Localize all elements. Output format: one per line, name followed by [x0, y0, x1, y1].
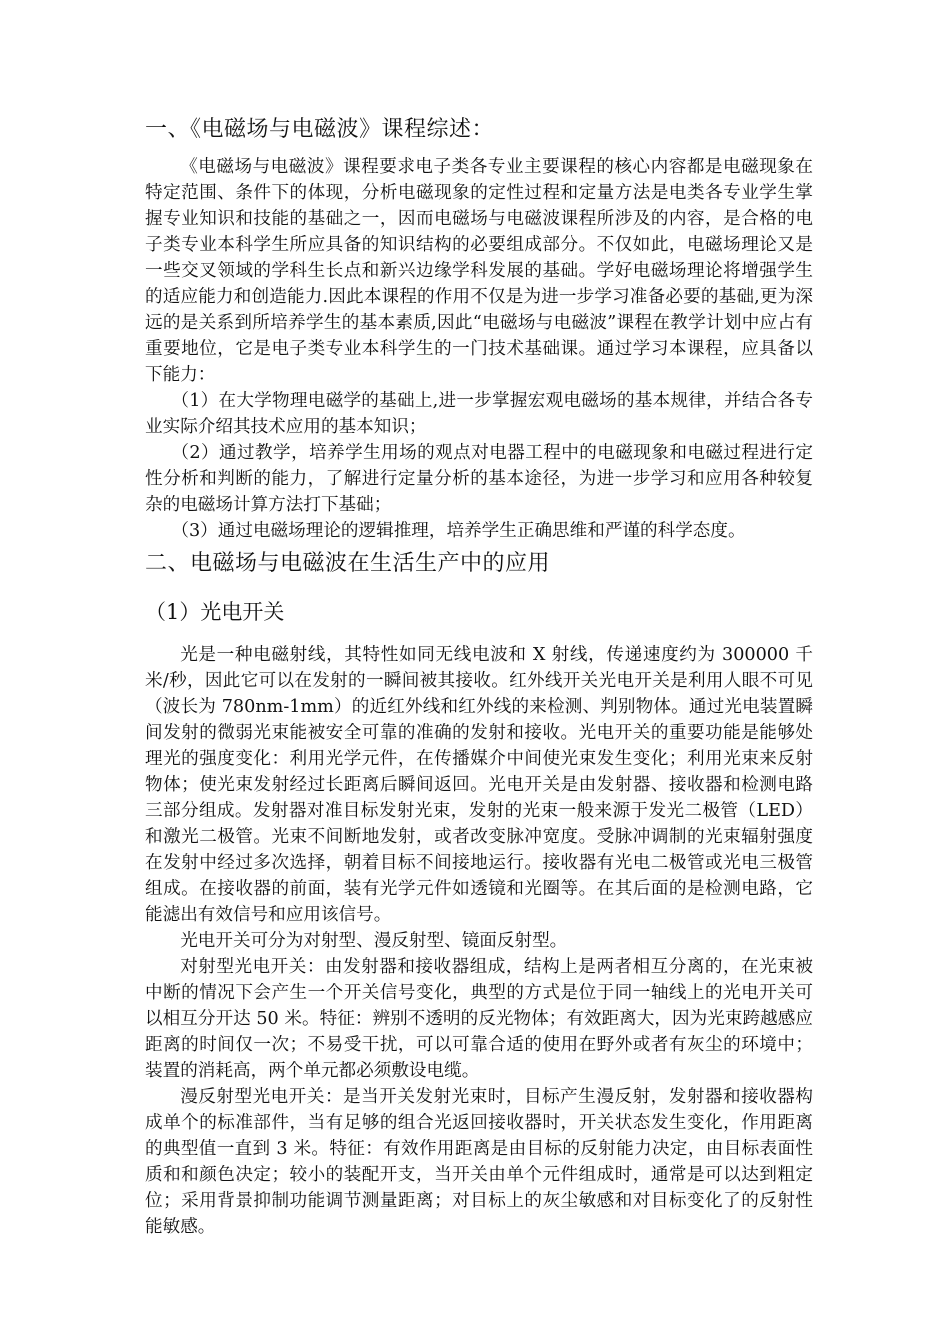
- ability-item-3: （3）通过电磁场理论的逻辑推理，培养学生正确思维和严谨的科学态度。: [171, 521, 746, 541]
- ability-item-1: （1）在大学物理电磁学的基础上,进一步掌握宏观电磁场的基本规律，并结合各专业实际介绍其技术应用的基本知识；: [145, 391, 813, 437]
- subsection-heading: （1）光电开关: [145, 600, 285, 624]
- section2-heading: 二、电磁场与电磁波在生活生产中的应用: [145, 551, 551, 576]
- diffuse-reflective-paragraph: 漫反射型光电开关：是当开关发射光束时，目标产生漫反射，发射器和接收器构成单个的标准部件，当有足够的组合光返回接收器时，开关状态发生变化，作用距离的典型值一直到 3 米。特征：有效作用距离是由目标的反射能力决定，由目标表面性质和和颜色决定；较小的装配开支，当开关由单个元件组成时，通常是可以达到粗定位；采用背景抑制功能调节测量距离；对目标上的灰尘敏感和对目标变化了的反射性能敏感。: [145, 1087, 813, 1237]
- through-beam-paragraph: 对射型光电开关：由发射器和接收器组成，结构上是两者相互分离的，在光束被中断的情况下会产生一个开关信号变化，典型的方式是位于同一轴线上的光电开关可以相互分开达 50 米。特征：辨别不透明的反光物体；有效距离大，因为光束跨越感应距离的时间仅一次；不易受干扰，可以可靠合适的使用在野外或者有灰尘的环境中；装置的消耗高，两个单元都必须敷设电缆。: [145, 957, 813, 1081]
- ability-item-2: （2）通过教学，培养学生用场的观点对电器工程中的电磁现象和电磁过程进行定性分析和判断的能力，了解进行定量分析的基本途径，为进一步学习和应用各种较复杂的电磁场计算方法打下基础；: [145, 443, 813, 515]
- section1-intro-paragraph: 《电磁场与电磁波》课程要求电子类各专业主要课程的核心内容都是电磁现象在特定范围、条件下的体现，分析电磁现象的定性过程和定量方法是电类各专业学生掌握专业知识和技能的基础之一，因而电磁场与电磁波课程所涉及的内容，是合格的电子类专业本科学生所应具备的知识结构的必要组成部分。不仅如此，电磁场理论又是一些交叉领域的学科生长点和新兴边缘学科发展的基础。学好电磁场理论将增强学生的适应能力和创造能力.因此本课程的作用不仅是为进一步学习准备必要的基础,更为深远的是关系到所培养学生的基本素质,因此“电磁场与电磁波”课程在教学计划中应占有重要地位，它是电子类专业本科学生的一门技术基础课。通过学习本课程，应具备以下能力：: [145, 157, 813, 385]
- document-page: [145, 112, 813, 1240]
- photoelectric-intro-paragraph: 光是一种电磁射线，其特性如同无线电波和 X 射线，传递速度约为 300000 千米/秒，因此它可以在发射的一瞬间被其接收。红外线开关光电开关是利用人眼不可见（波长为 780nm-1mm）的近红外线和红外线的来检测、判别物体。通过光电装置瞬间发射的微弱光束能被安全可靠的准确的发射和接收。光电开关的重要功能是能够处理光的强度变化：利用光学元件，在传播媒介中间使光束发生变化；利用光束来反射物体；使光束发射经过长距离后瞬间返回。光电开关是由发射器、接收器和检测电路三部分组成。发射器对准目标发射光束，发射的光束一般来源于发光二极管（LED）和激光二极管。光束不间断地发射，或者改变脉冲宽度。受脉冲调制的光束辐射强度在发射中经过多次选择，朝着目标不间接地运行。接收器有光电二极管或光电三极管组成。在接收器的前面，装有光学元件如透镜和光圈等。在其后面的是检测电路，它能滤出有效信号和应用该信号。: [145, 645, 813, 925]
- section1-heading: 一、《电磁场与电磁波》课程综述：: [145, 117, 495, 142]
- photoelectric-types-paragraph: 光电开关可分为对射型、漫反射型、镜面反射型。: [180, 931, 568, 951]
